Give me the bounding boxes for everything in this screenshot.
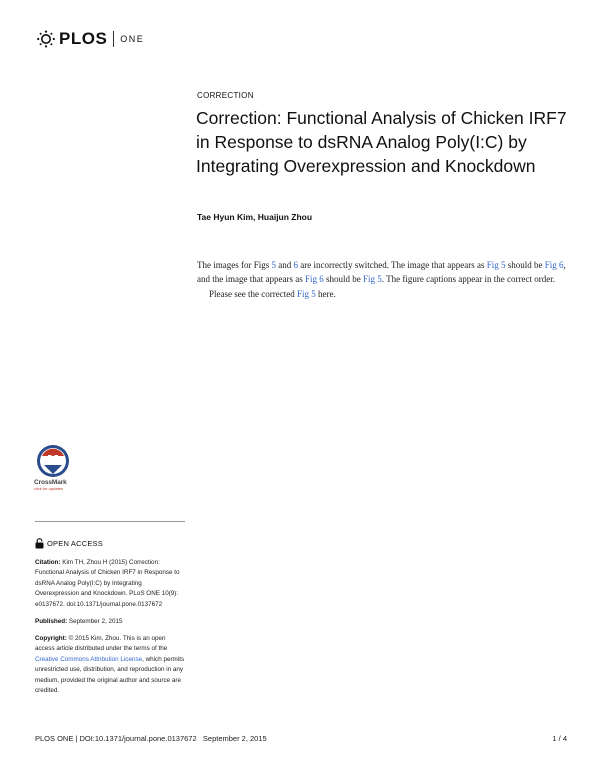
fig-5-link[interactable]: Fig 5 — [486, 260, 506, 270]
logo-divider — [113, 31, 114, 47]
license-link[interactable]: Creative Commons Attribution License — [35, 655, 143, 663]
crossmark-sublabel: click for updates — [34, 486, 63, 491]
citation-text: Kim TH, Zhou H (2015) Correction: Functional Analysis of Chicken IRF7 in Response to dsRNA Analog Poly(I:C) by Integrating Overexpression and Knockdown. PLoS ONE 10(9): e0137672. doi:10.1371/journal.pone.0137672 — [35, 559, 180, 608]
body-text: . The figure captions appear in the correct order. — [381, 274, 556, 284]
logo-journal: ONE — [120, 34, 145, 44]
article-body — [197, 258, 567, 301]
published-label: Published: — [35, 618, 68, 625]
fig-6-link[interactable]: Fig 6 — [304, 274, 324, 284]
citation-label: Citation: — [35, 559, 61, 566]
page-footer — [35, 734, 567, 743]
open-access-badge — [35, 538, 103, 549]
body-paragraph — [197, 287, 567, 301]
sidebar-divider — [35, 521, 185, 522]
body-text: should be — [505, 260, 545, 270]
footer-citation: PLOS ONE | DOI:10.1371/journal.pone.0137672 September 2, 2015 — [35, 734, 267, 743]
fig-5-link[interactable]: Fig 5 — [296, 289, 316, 299]
crossmark-icon — [36, 444, 70, 478]
body-text: and — [276, 260, 294, 270]
fig-5-link[interactable]: Fig 5 — [362, 274, 382, 284]
article-authors: Tae Hyun Kim, Huaijun Zhou — [197, 212, 313, 222]
open-access-label: OPEN ACCESS — [47, 539, 103, 548]
citation-block — [35, 558, 185, 610]
article-title: Correction: Functional Analysis of Chicken IRF7 in Response to dsRNA Analog Poly(I:C) by Integrating Overexpression and Knockdown — [196, 108, 567, 176]
article-type: CORRECTION — [197, 91, 254, 100]
body-paragraph — [197, 258, 567, 286]
body-text: , and the image that appears as — [197, 260, 566, 284]
open-lock-icon — [35, 538, 44, 549]
published-date: September 2, 2015 — [67, 618, 123, 625]
copyright-text: , which permits unrestricted use, distribution, and reproduction in any medium, provided the original author and source are credited. — [35, 655, 185, 695]
fig-6-link[interactable]: 6 — [293, 260, 298, 270]
plos-one-logo[interactable] — [35, 30, 144, 48]
body-text: should be — [323, 274, 363, 284]
body-text: here. — [315, 289, 336, 299]
logo-brand: PLOS — [59, 29, 108, 48]
page-number: 1 / 4 — [552, 734, 567, 743]
crossmark-label: CrossMark — [34, 479, 67, 486]
fig-6-link[interactable]: Fig 6 — [544, 260, 564, 270]
crossmark-badge[interactable] — [34, 444, 74, 491]
body-text: are incorrectly switched. The image that appears as — [298, 260, 487, 270]
copyright-text: © 2015 Kim, Zhou. This is an open access article distributed under the terms of the — [35, 635, 168, 653]
body-text: Please see the corrected — [209, 289, 297, 299]
plos-sun-icon — [35, 30, 57, 48]
copyright-label: Copyright: — [35, 635, 67, 642]
body-text: The images for Figs — [197, 260, 272, 270]
fig-5-link[interactable]: 5 — [271, 260, 276, 270]
copyright-block — [35, 634, 185, 696]
published-block — [35, 617, 185, 627]
